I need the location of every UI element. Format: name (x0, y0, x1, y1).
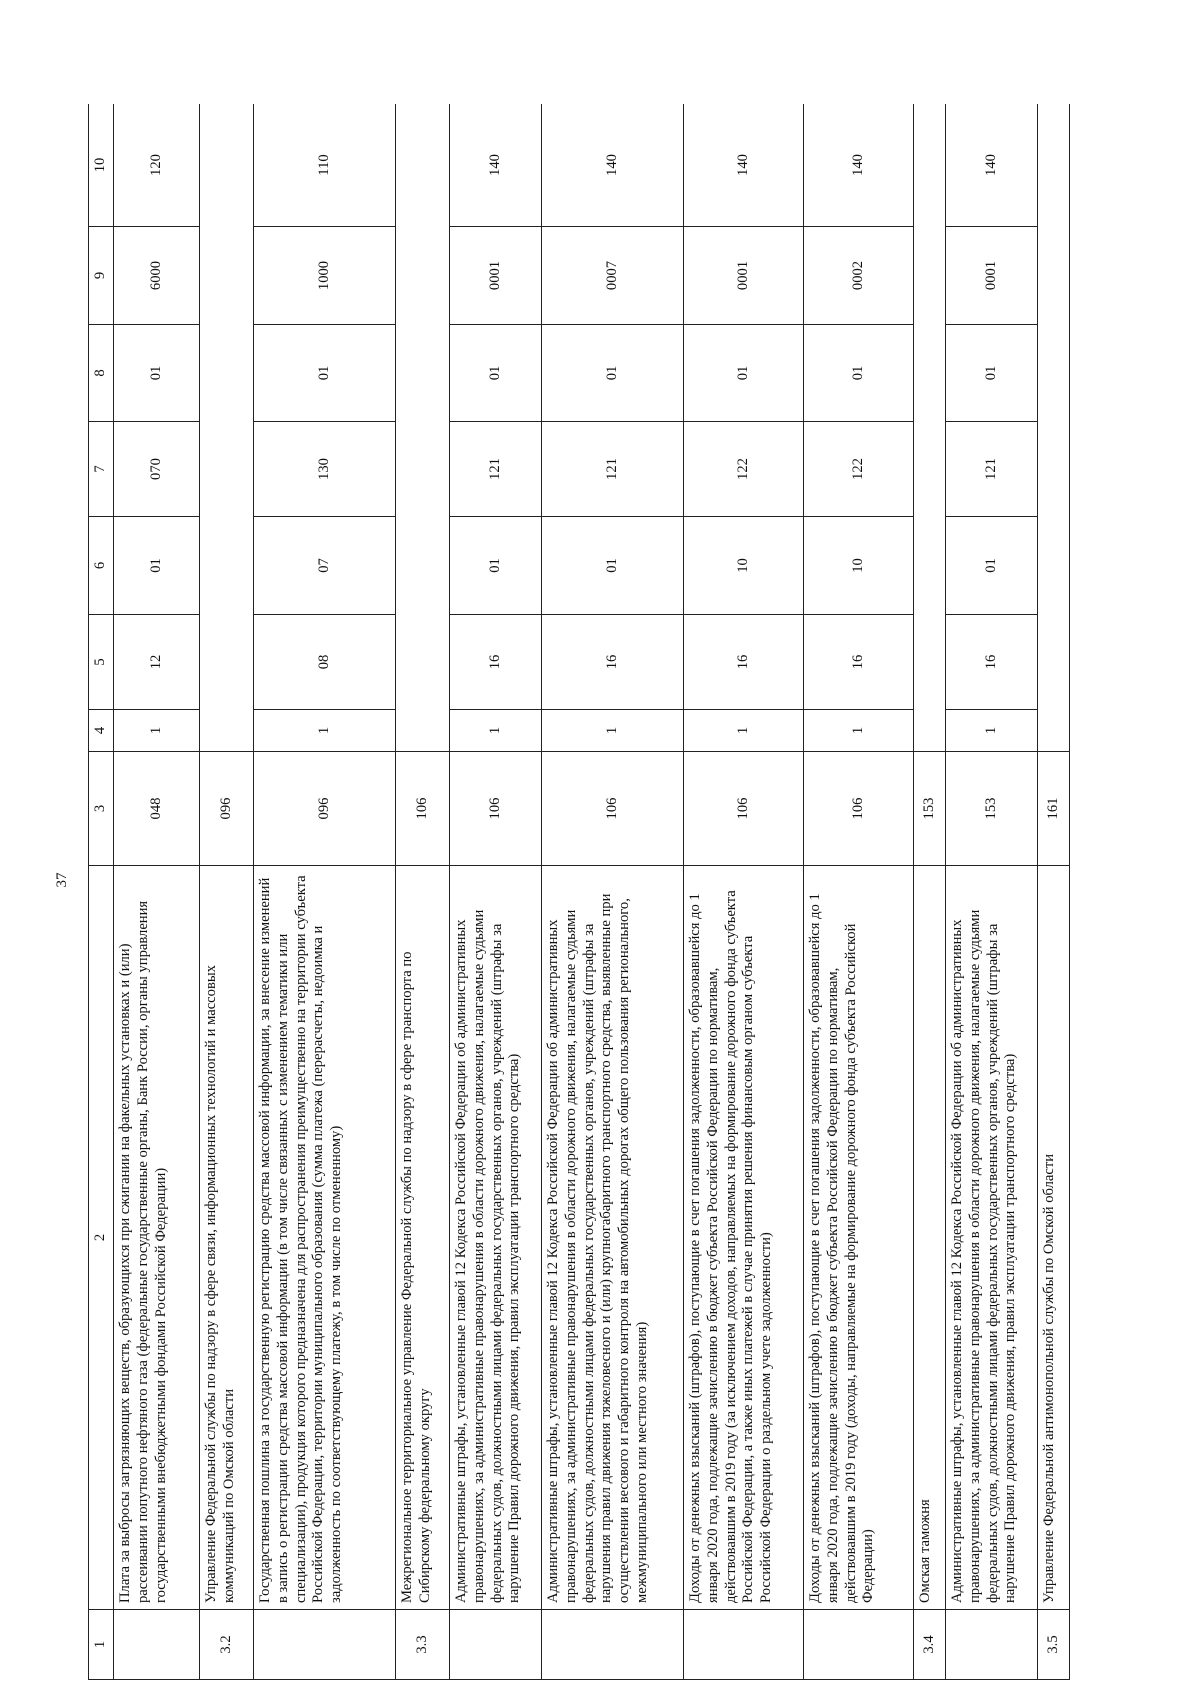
code-cell-9: 0001 (684, 227, 804, 325)
code-cell-4: 1 (684, 710, 804, 752)
code-cell-7: 121 (946, 422, 1038, 517)
header-cell-8: 8 (89, 325, 114, 422)
row-number-cell (684, 1610, 804, 1680)
code-cell-5: 12 (114, 615, 200, 710)
code-cell-7: 121 (450, 422, 542, 517)
code-cell-9: 0001 (450, 227, 542, 325)
code-cell-7: 070 (114, 422, 200, 517)
header-cell-2: 2 (89, 866, 114, 1610)
code-cell-6: 01 (450, 517, 542, 615)
description-cell: Плата за выбросы загрязняющих веществ, образующихся при сжигании на факельных установках и (или) рассеивании попутного нефтяного газа (федеральные государственные органы, Банк России, органы управления государственными внебюджетными фондами Российской Федерации) (114, 866, 200, 1610)
code-cell-4: 1 (804, 710, 914, 752)
code-cell-6: 01 (946, 517, 1038, 615)
code-cell-3: 106 (684, 752, 804, 866)
code-cell-5: 16 (450, 615, 542, 710)
table-row (542, 104, 684, 1680)
row-number-cell (450, 1610, 542, 1680)
row-number-cell: 3.5 (1038, 1610, 1070, 1680)
code-cell-8: 01 (114, 325, 200, 422)
description-cell: Административные штрафы, установленные главой 12 Кодекса Российской Федерации об административных правонарушениях, за административные правонарушения в области дорожного движения, налагаемые судьями федеральных судов, должностными лицами федеральных государственных органов, учреждений (штрафы за нарушения правил движения тяжеловесного и (или) крупногабаритного транспортного средства, выявленные при осуществлении весового и габаритного контроля на автомобильных дорогах общего пользования регионального, межмуниципального или местного значения) (542, 866, 684, 1610)
code-cell-6: 01 (542, 517, 684, 615)
code-cell-8: 01 (684, 325, 804, 422)
code-cell-8: 01 (450, 325, 542, 422)
code-cell-5: 16 (542, 615, 684, 710)
description-cell: Административные штрафы, установленные главой 12 Кодекса Российской Федерации об административных правонарушениях, за административные правонарушения в области дорожного движения, налагаемые судьями федеральных судов, должностными лицами федеральных государственных органов, учреждений (штрафы за нарушение Правил дорожного движения, правил эксплуатации транспортного средства) (450, 866, 542, 1610)
header-cell-1: 1 (89, 1610, 114, 1680)
code-cell-6: 01 (114, 517, 200, 615)
description-cell: Управление Федеральной службы по надзору в сфере связи, информационных технологий и массовых коммуникаций по Омской области (200, 866, 254, 1610)
description-cell: Доходы от денежных взысканий (штрафов), поступающие в счет погашения задолженности, образовавшейся до 1 января 2020 года, подлежащие зачислению в бюджет субъекта Российской Федерации по нормативам, действовавшим в 2019 году (за исключением доходов, направляемых на формирование дорожного фонда субъекта Российской Федерации, а также иных платежей в случае принятия решения финансовым органом субъекта Российской Федерации о раздельном учете задолженности) (684, 866, 804, 1610)
description-cell: Межрегиональное территориальное управление Федеральной службы по надзору в сфере транспорта по Сибирскому федеральному округу (396, 866, 450, 1610)
code-cell-10: 140 (450, 104, 542, 227)
header-row (89, 104, 114, 1680)
row-number-cell (254, 1610, 396, 1680)
code-cell-4: 1 (254, 710, 396, 752)
table-row (684, 104, 804, 1680)
description-cell: Государственная пошлина за государственную регистрацию средства массовой информации, за внесение изменений в запись о регистрации средства массовой информации (в том числе связанных с изменением тематики или специализации), продукция которого предназначена для распространения преимущественно на территории субъекта Российской Федерации, территории муниципального образования (сумма платежа (перерасчеты, недоимка и задолженность по соответствующему платежу, в том числе по отмененному) (254, 866, 396, 1610)
code-cell-10: 140 (804, 104, 914, 227)
description-cell: Управление Федеральной антимонопольной службы по Омской области (1038, 866, 1070, 1610)
code-cell-10: 110 (254, 104, 396, 227)
header-cell-4: 4 (89, 710, 114, 752)
code-cell-9: 0002 (804, 227, 914, 325)
row-number-cell (946, 1610, 1038, 1680)
table-row (254, 104, 396, 1680)
header-cell-10: 10 (89, 104, 114, 227)
description-cell: Доходы от денежных взысканий (штрафов), поступающие в счет погашения задолженности, образовавшейся до 1 января 2020 года, подлежащие зачислению в бюджет субъекта Российской Федерации по нормативам, действовавшим в 2019 году (доходы, направляемые на формирование дорожного фонда субъекта Российской Федерации) (804, 866, 914, 1610)
code-cell-4: 1 (542, 710, 684, 752)
empty-code-span (1038, 104, 1070, 752)
code-cell-10: 140 (946, 104, 1038, 227)
row-number-cell (804, 1610, 914, 1680)
code-cell-10: 120 (114, 104, 200, 227)
code-cell-8: 01 (946, 325, 1038, 422)
code-cell-8: 01 (542, 325, 684, 422)
code-cell-3: 096 (200, 752, 254, 866)
table-row (946, 104, 1038, 1680)
code-cell-7: 122 (684, 422, 804, 517)
code-cell-3: 153 (946, 752, 1038, 866)
table-row (114, 104, 200, 1680)
row-number-cell: 3.2 (200, 1610, 254, 1680)
row-number-cell (114, 1610, 200, 1680)
code-cell-4: 1 (114, 710, 200, 752)
description-cell: Омская таможня (914, 866, 946, 1610)
code-cell-6: 10 (804, 517, 914, 615)
code-cell-7: 122 (804, 422, 914, 517)
code-cell-9: 0007 (542, 227, 684, 325)
row-number-cell (542, 1610, 684, 1680)
header-cell-6: 6 (89, 517, 114, 615)
empty-code-span (200, 104, 254, 752)
header-cell-3: 3 (89, 752, 114, 866)
table-row (804, 104, 914, 1680)
row-number-cell: 3.3 (396, 1610, 450, 1680)
code-cell-6: 07 (254, 517, 396, 615)
page-number: 37 (54, 872, 70, 888)
empty-code-span (396, 104, 450, 752)
code-cell-3: 161 (1038, 752, 1070, 866)
code-cell-10: 140 (684, 104, 804, 227)
revenue-table-frame (88, 104, 1168, 1680)
header-cell-7: 7 (89, 422, 114, 517)
table-row (200, 104, 254, 1680)
revenue-classification-table (88, 104, 1070, 1680)
header-cell-9: 9 (89, 227, 114, 325)
code-cell-3: 106 (804, 752, 914, 866)
code-cell-6: 10 (684, 517, 804, 615)
header-cell-5: 5 (89, 615, 114, 710)
rotated-table-container (88, 104, 1168, 1680)
code-cell-7: 130 (254, 422, 396, 517)
code-cell-3: 106 (396, 752, 450, 866)
code-cell-4: 1 (450, 710, 542, 752)
table-row (396, 104, 450, 1680)
code-cell-8: 01 (804, 325, 914, 422)
code-cell-5: 16 (946, 615, 1038, 710)
code-cell-5: 16 (684, 615, 804, 710)
code-cell-9: 6000 (114, 227, 200, 325)
code-cell-4: 1 (946, 710, 1038, 752)
empty-code-span (914, 104, 946, 752)
code-cell-3: 106 (450, 752, 542, 866)
table-row (450, 104, 542, 1680)
code-cell-5: 08 (254, 615, 396, 710)
table-row (1038, 104, 1070, 1680)
code-cell-9: 0001 (946, 227, 1038, 325)
code-cell-5: 16 (804, 615, 914, 710)
code-cell-3: 153 (914, 752, 946, 866)
code-cell-10: 140 (542, 104, 684, 227)
code-cell-3: 106 (542, 752, 684, 866)
row-number-cell: 3.4 (914, 1610, 946, 1680)
code-cell-7: 121 (542, 422, 684, 517)
description-cell: Административные штрафы, установленные главой 12 Кодекса Российской Федерации об административных правонарушениях, за административные правонарушения в области дорожного движения, налагаемые судьями федеральных судов, должностными лицами федеральных государственных органов, учреждений (штрафы за нарушение Правил дорожного движения, правил эксплуатации транспортного средства) (946, 866, 1038, 1610)
code-cell-3: 048 (114, 752, 200, 866)
code-cell-8: 01 (254, 325, 396, 422)
table-row (914, 104, 946, 1680)
code-cell-9: 1000 (254, 227, 396, 325)
code-cell-3: 096 (254, 752, 396, 866)
